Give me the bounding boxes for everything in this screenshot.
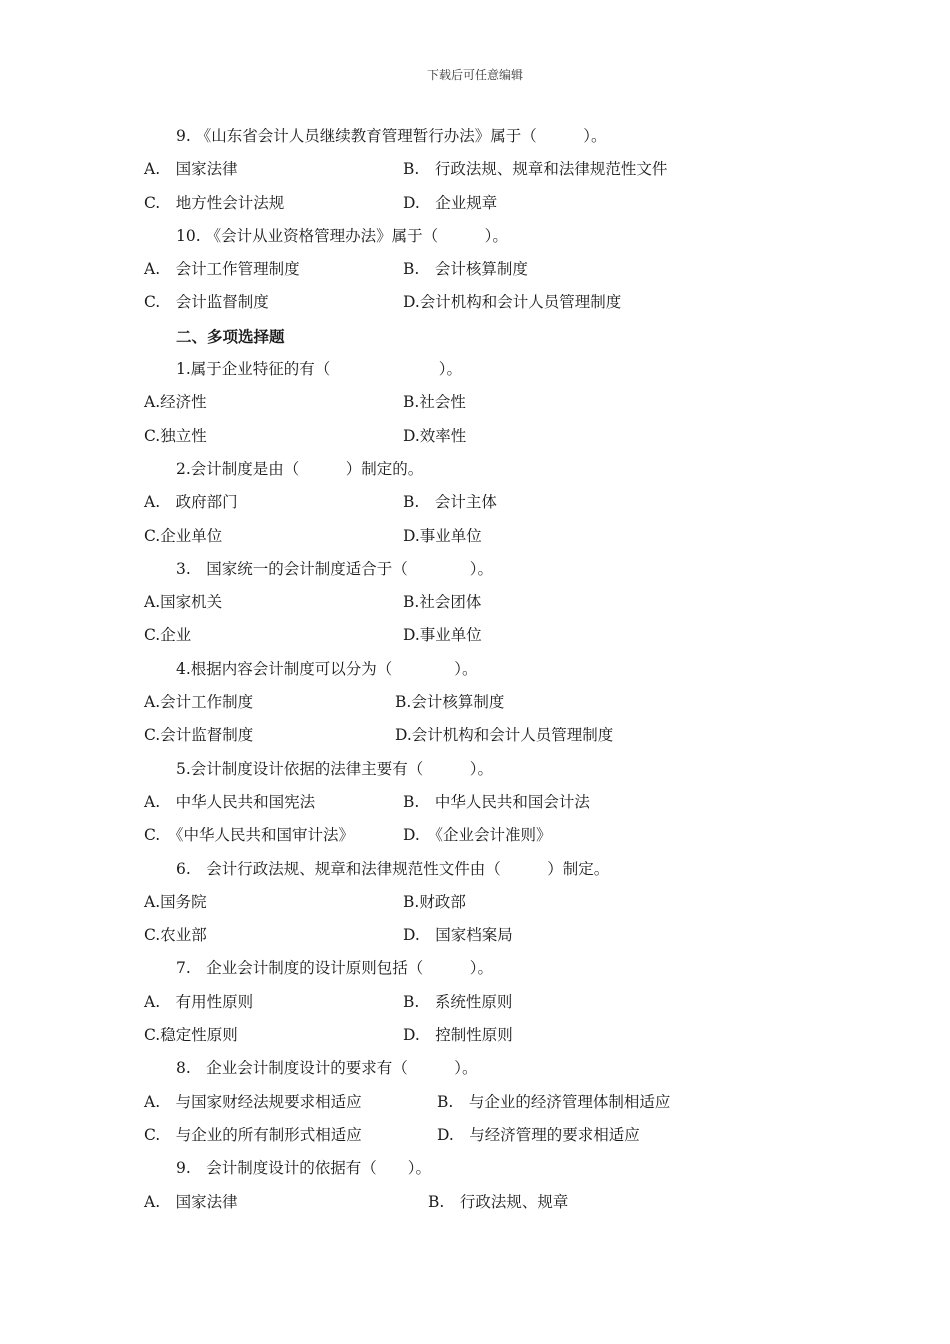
question-line — [0, 1052, 950, 1085]
option-right: D. 《企业会计准则》 — [403, 826, 552, 845]
option-row — [0, 819, 950, 852]
option-row — [0, 420, 950, 453]
option-right: B.财政部 — [403, 892, 466, 911]
section-heading — [0, 320, 950, 353]
option-right: D.事业单位 — [403, 626, 482, 645]
option-row — [0, 686, 950, 719]
option-right: B.会计核算制度 — [395, 693, 505, 712]
question-line — [0, 653, 950, 686]
question-line — [0, 220, 950, 253]
section-heading-text: 二、多项选择题 — [176, 326, 285, 346]
question-text: 1.属于企业特征的有（ ）。 — [176, 360, 463, 379]
option-left: C.会计监督制度 — [144, 726, 254, 745]
option-left: C. 会计监督制度 — [144, 293, 269, 312]
option-right: D.会计机构和会计人员管理制度 — [395, 726, 614, 745]
question-line — [0, 120, 950, 153]
question-line — [0, 453, 950, 486]
option-right: B. 中华人民共和国会计法 — [403, 792, 590, 811]
option-left: C.独立性 — [144, 426, 207, 445]
option-right: D. 控制性原则 — [403, 1026, 513, 1045]
question-text: 5.会计制度设计依据的法律主要有（ ）。 — [176, 759, 494, 778]
option-row — [0, 1119, 950, 1152]
option-right: B.社会性 — [403, 393, 466, 412]
option-row — [0, 1019, 950, 1052]
question-text: 6. 会计行政法规、规章和法律规范性文件由（ ）制定。 — [176, 859, 610, 878]
question-text: 10. 《会计从业资格管理办法》属于（ ）。 — [176, 226, 508, 245]
question-line — [0, 853, 950, 886]
option-left: A.经济性 — [144, 393, 207, 412]
option-left: A.会计工作制度 — [144, 693, 254, 712]
question-line — [0, 353, 950, 386]
page-header: 下载后可任意编辑 — [426, 68, 523, 82]
question-text: 9. 《山东省会计人员继续教育管理暂行办法》属于（ ）。 — [176, 127, 607, 145]
option-row — [0, 286, 950, 319]
option-right: B. 行政法规、规章 — [428, 1192, 569, 1211]
option-right: D.事业单位 — [403, 526, 482, 545]
question-line — [0, 1152, 950, 1185]
question-line — [0, 753, 950, 786]
option-left: A.国务院 — [144, 892, 207, 911]
option-row — [0, 786, 950, 819]
option-left: A.国家机关 — [144, 593, 223, 612]
option-left: C.稳定性原则 — [144, 1026, 238, 1045]
option-right: B.社会团体 — [403, 593, 482, 612]
option-row — [0, 1186, 950, 1219]
question-line — [0, 952, 950, 985]
option-row — [0, 586, 950, 619]
option-right: D. 企业规章 — [403, 193, 498, 212]
option-right: B. 行政法规、规章和法律规范性文件 — [403, 160, 668, 179]
option-left: A. 政府部门 — [144, 493, 238, 512]
option-right: D. 国家档案局 — [403, 926, 513, 945]
option-left: A. 有用性原则 — [144, 992, 254, 1011]
option-right: B. 系统性原则 — [403, 992, 513, 1011]
question-text: 9. 会计制度设计的依据有（ ）。 — [176, 1159, 432, 1178]
option-left: C. 《中华人民共和国审计法》 — [144, 826, 354, 845]
option-left: C.企业 — [144, 626, 192, 645]
option-row — [0, 719, 950, 752]
option-row — [0, 919, 950, 952]
question-text: 3. 国家统一的会计制度适合于（ ）。 — [176, 559, 494, 578]
option-row — [0, 253, 950, 286]
option-right: D.会计机构和会计人员管理制度 — [403, 293, 622, 312]
question-text: 4.根据内容会计制度可以分为（ ）。 — [176, 659, 478, 678]
option-left: A. 中华人民共和国宪法 — [144, 792, 316, 811]
option-row — [0, 986, 950, 1019]
question-text: 8. 企业会计制度设计的要求有（ ）。 — [176, 1059, 478, 1078]
option-row — [0, 619, 950, 652]
option-left: A. 国家法律 — [144, 160, 238, 179]
question-text: 2.会计制度是由（ ）制定的。 — [176, 459, 424, 478]
question-text: 7. 企业会计制度的设计原则包括（ ）。 — [176, 959, 494, 978]
option-row — [0, 1086, 950, 1119]
option-row — [0, 187, 950, 220]
option-left: A. 会计工作管理制度 — [144, 260, 300, 279]
option-row — [0, 153, 950, 186]
option-right: B. 与企业的经济管理体制相适应 — [437, 1092, 671, 1111]
option-right: D. 与经济管理的要求相适应 — [437, 1125, 640, 1144]
option-left: A. 与国家财经法规要求相适应 — [144, 1092, 362, 1111]
question-list — [0, 120, 950, 1219]
option-right: B. 会计主体 — [403, 493, 497, 512]
option-left: C. 地方性会计法规 — [144, 193, 285, 212]
option-right: B. 会计核算制度 — [403, 260, 528, 279]
option-row — [0, 486, 950, 519]
question-line — [0, 553, 950, 586]
option-right: D.效率性 — [403, 426, 467, 445]
option-row — [0, 520, 950, 553]
option-left: C.企业单位 — [144, 526, 223, 545]
option-left: C.农业部 — [144, 926, 207, 945]
option-left: C. 与企业的所有制形式相适应 — [144, 1125, 362, 1144]
option-row — [0, 386, 950, 419]
option-row — [0, 886, 950, 919]
option-left: A. 国家法律 — [144, 1192, 238, 1211]
